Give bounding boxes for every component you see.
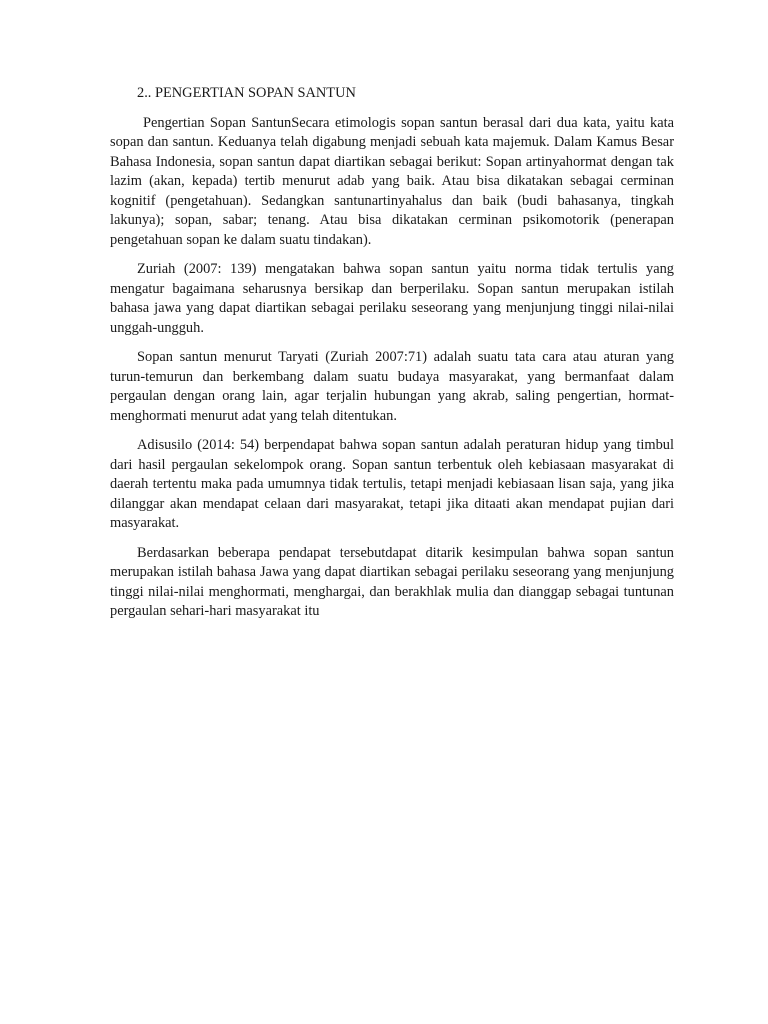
paragraph-definition: Pengertian Sopan SantunSecara etimologis sopan santun berasal dari dua kata, yaitu kata sopan dan santun. Keduanya telah digabung menjadi sebuah kata majemuk. Dalam Kamus Besar Bahasa Indonesia, sopan santun dapat diartikan sebagai berikut: Sopan artinyahormat dengan tak lazim (akan, kepada) tertib menurut adab yang baik. Atau bisa dikatakan sebagai cerminan kognitif (pengetahuan). Sedangkan santunartinyahalus dan baik (budi bahasanya, tingkah lakunya); sopan, sabar; tenang. Atau bisa dikatakan cerminan psikomotorik (penerapan pengetahuan sopan ke dalam suatu tindakan).	[110, 114, 674, 248]
section-heading: 2.. PENGERTIAN SOPAN SANTUN	[137, 85, 356, 101]
paragraph-adisusilo: Adisusilo (2014: 54) berpendapat bahwa sopan santun adalah peraturan hidup yang timbul dari hasil pergaulan sekelompok orang. Sopan santun terbentuk oleh kebiasaan masyarakat di daerah tertentu maka pada umumnya tidak tertulis, tetapi menjadi kebiasaan lisan saja, yang jika dilanggar akan mendapat celaan dari masyarakat, tetapi jika ditaati akan mendapat pujian dari masyarakat.	[110, 437, 674, 531]
paragraph-taryati: Sopan santun menurut Taryati (Zuriah 2007:71) adalah suatu tata cara atau aturan yang turun-temurun dan berkembang dalam suatu budaya masyarakat, yang bermanfaat dalam pergaulan dengan orang lain, agar terjalin hubungan yang akrab, saling pengertian, hormat-menghormati menurut adat yang telah ditentukan.	[110, 349, 674, 424]
document-body	[110, 84, 674, 632]
paragraph-conclusion: Berdasarkan beberapa pendapat tersebutdapat ditarik kesimpulan bahwa sopan santun merupakan istilah bahasa Jawa yang dapat diartikan sebagai perilaku seseorang yang menjunjung tinggi nilai-nilai menghormati, menghargai, dan berakhlak mulia dan dianggap sebagai tuntunan pergaulan sehari-hari masyarakat itu	[110, 544, 674, 619]
paragraph-zuriah: Zuriah (2007: 139) mengatakan bahwa sopan santun yaitu norma tidak tertulis yang mengatur bagaimana seharusnya bersikap dan berperilaku. Sopan santun merupakan istilah bahasa jawa yang dapat diartikan sebagai perilaku seseorang yang menjunjung tinggi nilai-nilai unggah-ungguh.	[110, 261, 674, 336]
